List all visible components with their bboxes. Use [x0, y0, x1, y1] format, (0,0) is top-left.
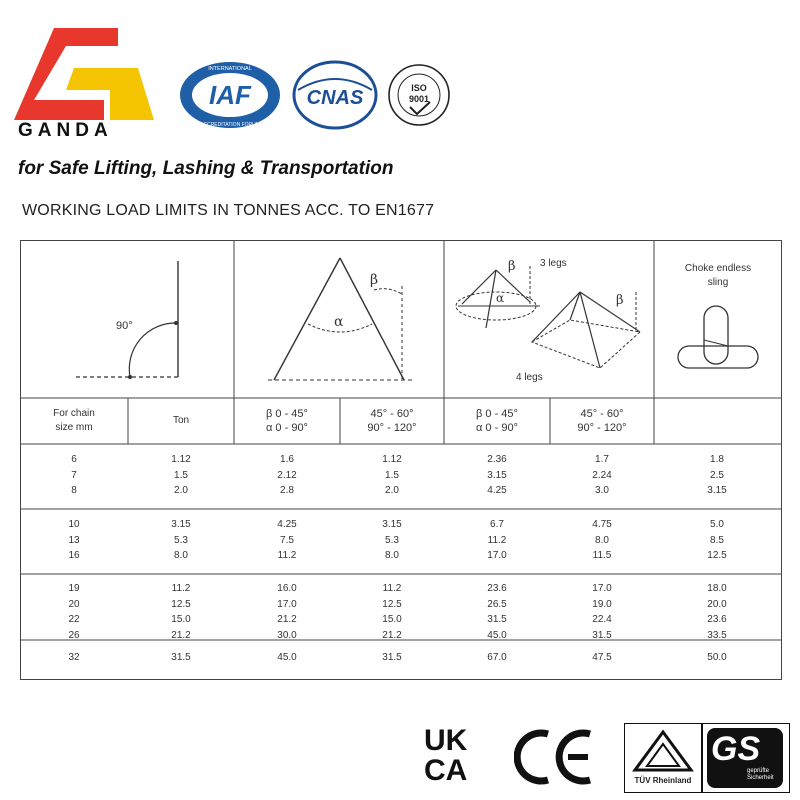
- cell-chain-size: 22: [68, 614, 80, 625]
- cell-wll-multi-45-60: 11.5: [592, 550, 612, 561]
- cell-wll-multi-0-45: 45.0: [487, 629, 507, 641]
- ukca-mark: UK CA: [424, 724, 468, 787]
- multi-beta-symbol: β: [508, 259, 516, 274]
- cell-wll-multi-45-60: 8.0: [595, 534, 609, 546]
- iaf-text: IAF: [209, 80, 251, 110]
- cell-wll-single: 12.5: [171, 598, 191, 610]
- three-legs-label: 3 legs: [540, 258, 567, 269]
- cnas-logo: [292, 60, 378, 130]
- brand-name: GANDA: [18, 120, 113, 141]
- cell-wll-two-leg-0-45: 2.8: [280, 485, 294, 496]
- cell-wll-choke: 2.5: [710, 469, 724, 481]
- cnas-text: CNAS: [306, 87, 364, 109]
- cell-wll-choke: 5.0: [710, 519, 724, 530]
- cell-wll-multi-0-45: 3.15: [487, 469, 507, 481]
- cell-wll-two-leg-45-60: 5.3: [385, 534, 399, 546]
- cell-chain-size: 19: [68, 583, 80, 594]
- cell-wll-multi-45-60: 4.75: [592, 519, 612, 530]
- gs-text: GS: [711, 730, 761, 768]
- cell-wll-choke: 18.0: [707, 583, 727, 594]
- cell-wll-two-leg-45-60: 8.0: [385, 550, 399, 561]
- cell-wll-choke: 12.5: [707, 550, 727, 561]
- cell-wll-single: 11.2: [171, 583, 191, 594]
- cell-wll-two-leg-0-45: 30.0: [277, 629, 297, 641]
- gs-subtext: geprüfte Sicherheit: [747, 768, 774, 781]
- gs-badge: [707, 728, 783, 788]
- cell-wll-single: 2.0: [174, 485, 188, 496]
- tuv-gs-mark: [624, 723, 790, 793]
- cell-wll-two-leg-45-60: 1.12: [382, 454, 402, 465]
- cell-wll-single: 1.5: [174, 469, 188, 481]
- right-angle-label: 90°: [116, 320, 133, 332]
- cell-wll-choke: 20.0: [707, 598, 727, 610]
- cell-wll-multi-45-60: 17.0: [592, 583, 612, 594]
- iso-number: 9001: [408, 94, 430, 104]
- cell-wll-two-leg-45-60: 2.0: [385, 485, 399, 496]
- header-two-leg-0-45: β 0 - 45° α 0 - 90°: [266, 408, 308, 434]
- header-chain-size: For chain size mm: [53, 408, 95, 433]
- cell-wll-multi-0-45: 6.7: [490, 519, 504, 530]
- cell-wll-multi-0-45: 17.0: [487, 550, 507, 561]
- svg-text:INTERNATIONAL: INTERNATIONAL: [208, 66, 252, 72]
- cell-chain-size: 16: [68, 550, 80, 561]
- cell-chain-size: 20: [68, 598, 80, 610]
- cell-chain-size: 6: [71, 454, 77, 465]
- cell-chain-size: 13: [68, 534, 80, 546]
- cell-wll-single: 5.3: [174, 534, 188, 546]
- cell-wll-multi-45-60: 1.7: [595, 454, 609, 465]
- cell-wll-two-leg-45-60: 15.0: [382, 614, 402, 625]
- cell-wll-two-leg-0-45: 21.2: [277, 614, 297, 625]
- cell-wll-two-leg-0-45: 45.0: [277, 652, 297, 663]
- four-legs-label: 4 legs: [516, 372, 543, 383]
- cell-wll-two-leg-0-45: 11.2: [277, 550, 297, 561]
- svg-text:ACCREDITATION FORUM: ACCREDITATION FORUM: [200, 122, 260, 128]
- cell-wll-multi-45-60: 47.5: [592, 652, 612, 663]
- table-heading: WORKING LOAD LIMITS IN TONNES ACC. TO EN1677: [22, 202, 435, 219]
- header-two-leg-45-60: 45° - 60° 90° - 120°: [367, 408, 417, 434]
- cell-wll-single: 21.2: [171, 629, 191, 641]
- multi-alpha-symbol: α: [496, 291, 505, 305]
- cell-wll-single: 1.12: [171, 454, 191, 465]
- cell-wll-single: 8.0: [174, 550, 188, 561]
- cell-wll-choke: 3.15: [707, 485, 727, 496]
- cell-wll-multi-0-45: 26.5: [487, 598, 507, 610]
- cell-wll-single: 15.0: [171, 614, 191, 625]
- cell-wll-multi-0-45: 31.5: [487, 614, 507, 625]
- cell-wll-multi-45-60: 2.24: [592, 469, 612, 481]
- alpha-symbol: α: [334, 314, 344, 330]
- cell-wll-multi-0-45: 11.2: [487, 534, 507, 546]
- header-ton: Ton: [172, 415, 190, 426]
- cell-wll-multi-45-60: 3.0: [595, 485, 609, 496]
- cell-wll-two-leg-45-60: 12.5: [382, 598, 402, 610]
- cell-wll-single: 3.15: [171, 519, 191, 530]
- cell-chain-size: 10: [68, 519, 80, 530]
- cell-wll-two-leg-45-60: 31.5: [382, 652, 402, 663]
- cell-wll-choke: 23.6: [707, 614, 727, 625]
- choke-label: Choke endless sling: [684, 263, 752, 288]
- tuv-triangle-icon: [631, 728, 695, 774]
- cell-wll-choke: 33.5: [707, 629, 727, 641]
- cell-wll-two-leg-45-60: 1.5: [385, 469, 399, 481]
- tuv-label: TÜV Rheinland: [634, 776, 692, 785]
- tagline: for Safe Lifting, Lashing & Transportation: [18, 158, 394, 179]
- cell-wll-two-leg-0-45: 1.6: [280, 454, 294, 465]
- cell-chain-size: 7: [71, 469, 77, 481]
- cell-wll-multi-0-45: 2.36: [487, 454, 507, 465]
- cell-wll-two-leg-45-60: 3.15: [382, 519, 402, 530]
- beta-symbol: β: [370, 272, 379, 288]
- cell-wll-two-leg-0-45: 2.12: [277, 469, 297, 481]
- choke-sling-diagram: [672, 300, 764, 380]
- cell-wll-single: 31.5: [171, 652, 191, 663]
- iso-9001-seal: [386, 60, 452, 130]
- ce-mark: [514, 728, 596, 786]
- cell-wll-two-leg-0-45: 16.0: [277, 583, 297, 594]
- header-multi-leg-45-60: 45° - 60° 90° - 120°: [577, 408, 627, 434]
- cell-wll-multi-0-45: 23.6: [487, 583, 507, 594]
- cell-wll-multi-45-60: 31.5: [592, 629, 612, 641]
- cell-wll-multi-0-45: 67.0: [487, 652, 507, 663]
- cell-wll-two-leg-0-45: 17.0: [277, 598, 297, 610]
- cell-chain-size: 8: [71, 485, 77, 496]
- svg-text:β: β: [616, 293, 624, 308]
- cell-wll-two-leg-0-45: 4.25: [277, 519, 297, 530]
- cell-chain-size: 26: [68, 629, 80, 641]
- iso-label: ISO: [411, 83, 427, 93]
- cell-wll-choke: 1.8: [710, 454, 724, 465]
- cell-wll-choke: 50.0: [707, 652, 727, 663]
- cell-wll-two-leg-45-60: 11.2: [382, 583, 402, 594]
- cell-wll-choke: 8.5: [710, 534, 724, 546]
- cell-chain-size: 32: [68, 652, 80, 663]
- cell-wll-two-leg-45-60: 21.2: [382, 629, 402, 641]
- iaf-logo: [178, 60, 282, 130]
- two-leg-diagram: [254, 250, 424, 390]
- single-leg-diagram: [60, 255, 190, 385]
- header-multi-leg-0-45: β 0 - 45° α 0 - 90°: [476, 408, 518, 434]
- cell-wll-multi-0-45: 4.25: [487, 485, 507, 496]
- cell-wll-two-leg-0-45: 7.5: [280, 534, 294, 546]
- multi-leg-diagram: [450, 248, 650, 388]
- cell-wll-multi-45-60: 22.4: [592, 614, 612, 625]
- cell-wll-multi-45-60: 19.0: [592, 598, 612, 610]
